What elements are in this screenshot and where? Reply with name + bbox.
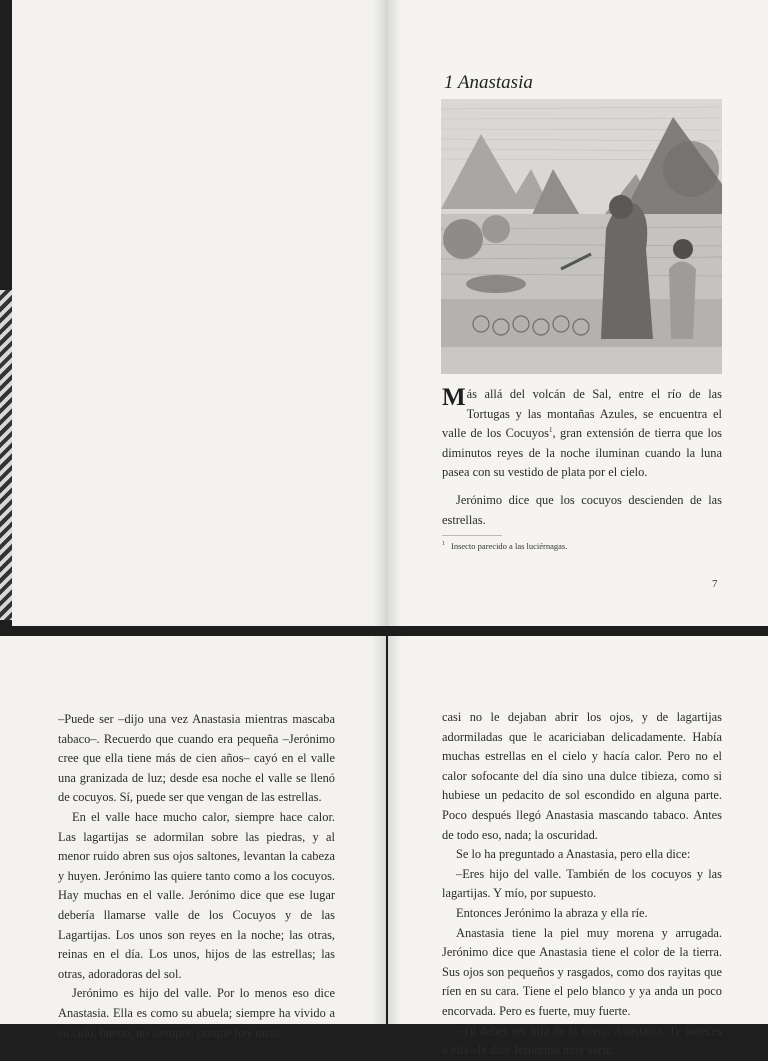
paragraph [442, 385, 722, 483]
paragraph: –Tú debes ser hija de la tierra, Anastasia. Te pareces a ella –le dice Jerónimo muy serio. [442, 1023, 722, 1058]
gutter-shadow [374, 0, 388, 626]
paragraph: Entonces Jerónimo la abraza y ella ríe. [456, 905, 648, 920]
paragraph: casi no le dejaban abrir los ojos, y de lagartijas adormiladas que le acariciaban delicadamente. Había muchas estrellas en el cielo y hacía calor. Pero no el calor sofocante del día sino una dulce tibieza, como si hubiese un pedacito de sol escondido en alguna parte. Poco después llegó Anastasia mascando tabaco. Antes de todo eso, nada; la oscuridad. [442, 710, 722, 842]
paragraph: –Puede ser –dijo una vez Anastasia mientras mascaba tabaco–. Recuerdo que cuando era pequeña –Jerónimo cree que ella tiene más de cien años– cayó en el valle una granizada de luz; desde esa noche el valle se llenó de cocuyos. Sí, puede ser que vengan de las estrellas. [58, 712, 335, 805]
gutter-shadow [388, 0, 402, 626]
paragraph: –Eres hijo del valle. También de los cocuyos y las lagartijas. Y mío, por supuesto. [442, 866, 722, 901]
gutter-shadow [388, 636, 402, 1024]
paragraph: Jerónimo dice que los cocuyos descienden de las estrellas. [442, 492, 722, 527]
chapter-page [388, 0, 768, 626]
footnote-text: Insecto parecido a las luciérnagas. [451, 541, 568, 551]
paragraph: En el valle hace mucho calor, siempre hace calor. Las lagartijas se adormilan sobre las piedras, y al menor ruido abren sus ojos saltones, levantan la cabeza y huyen. Jerónimo las quiere tanto como a los cocuyos. Hay muchas en el valle. Jerónimo dice que ese lugar debería llamarse valle de los Cocuyos y de las Lagartijas. Los unos son reyes en la noche; las otras, reinas en el día. Los unos, hijos de las estrellas; las otras, adoradoras del sol. [58, 809, 335, 981]
paragraph: Anastasia tiene la piel muy morena y arrugada. Jerónimo dice que Anastasia tiene el color de la tierra. Sus ojos son pequeños y rasgados, como dos rayitas que ríen en su cara. Tiene el pelo blanco y ya anda un poco encorvada. Pero es fuerte, muy fuerte. [442, 925, 722, 1018]
text-page-right [388, 636, 768, 1058]
text-page-left [0, 636, 386, 1040]
footnote-reference: 1 [548, 426, 553, 435]
paragraph-text: , gran extensión de tierra que los diminutos reyes de la noche iluminan cuando la luna pasea con su vestido de plata por el cielo. [442, 426, 722, 480]
footnote-mark: 1 [442, 541, 445, 548]
page-number: 7 [712, 578, 718, 590]
chapter-illustration [441, 99, 722, 374]
page-text [58, 710, 335, 1043]
paragraph: Jerónimo es hijo del valle. Por lo menos eso dice Anastasia. Ella es como su abuela; siempre ha vivido a su lado, bueno, no siempre, porque hay otras [58, 986, 335, 1040]
gutter-shadow [372, 636, 386, 1024]
page-text [442, 708, 722, 1061]
blank-page-left [12, 0, 388, 626]
drop-cap: M [442, 384, 466, 411]
paragraph-text: ás allá del volcán de Sal, entre el río de las Tortugas y las montañas Azules, se encuentra el valle de los Cocuyos [442, 387, 722, 441]
chapter-opening-text [442, 385, 722, 530]
chapter-title: 1 Anastasia [444, 72, 533, 93]
paragraph: Se lo ha preguntado a Anastasia, pero ella dice: [456, 847, 691, 862]
footnote-rule [442, 535, 502, 536]
footnote [442, 541, 722, 551]
